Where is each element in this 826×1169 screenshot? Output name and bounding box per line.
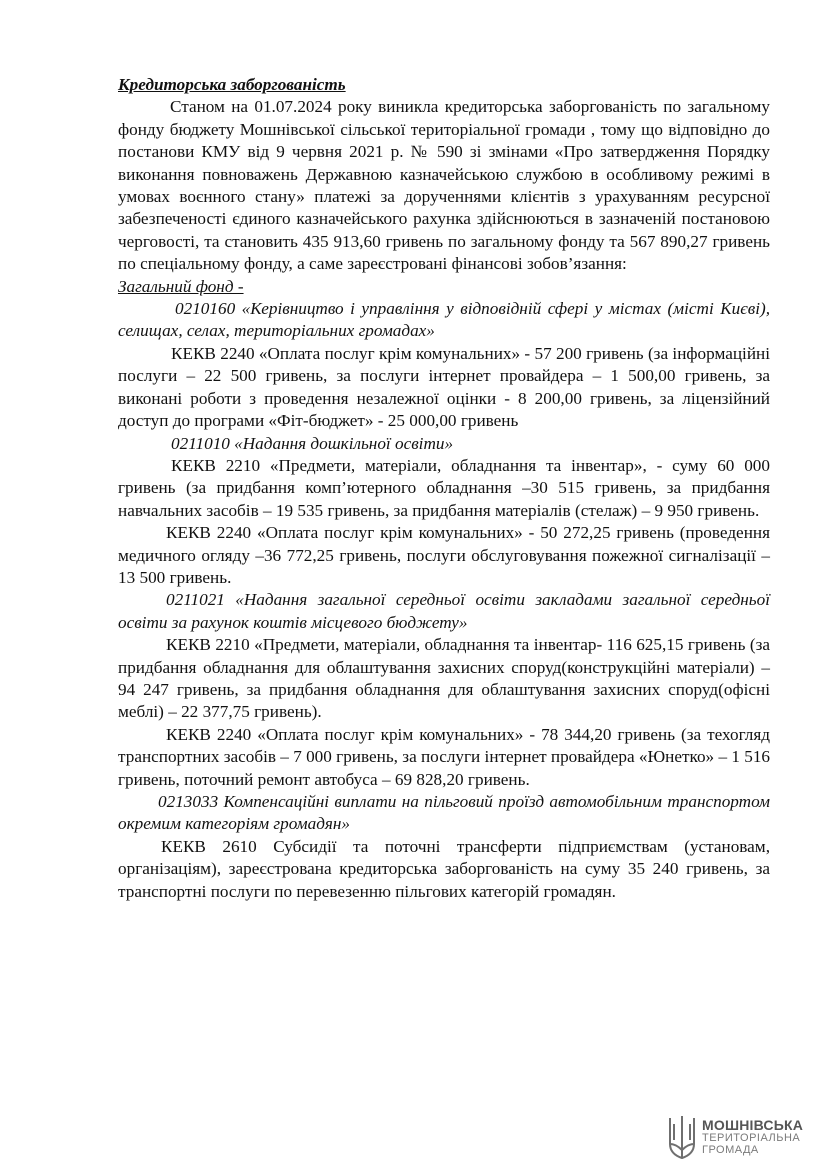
logo-line-2: ТЕРИТОРІАЛЬНА: [702, 1132, 801, 1144]
intro-paragraph: Станом на 01.07.2024 року виникла кредиторська заборгованість по загальному фонду бюджету Мошнівської сільської територіальної громади , тому що відповідно до постанови КМУ від 9 червня 2021 р. № 590 зі змінами «Про затвердження Порядку виконання повноважень Державною казначейською службою в особливому режимі в умовах воєнного стану» платежі за дорученнями клієнтів з урахуванням ресурсної забезпеченості єдиного казначейського рахунка здійснюються в зазначеній постановою черговості, та становить 435 913,60 гривень по загальному фонду та 567 890,27 гривень по спеціальному фонду, а саме зареєстровані фінансові зобов’язання:: [118, 97, 770, 274]
program-heading-0211010: 0211010 «Надання дошкільної освіти»: [171, 433, 454, 453]
logo-text: [702, 1118, 803, 1156]
logo-line-3: ГРОМАДА: [702, 1144, 759, 1156]
program-heading-0210160: 0210160 «Керівництво і управління у відповідній сфері у містах (місті Києві), селищах, селах, територіальних громадах»: [118, 299, 770, 341]
document-body: [118, 74, 770, 903]
kekv-item: КЕКВ 2240 «Оплата послуг крім комунальних» - 57 200 гривень (за інформаційні послуги – 22 500 гривень, за послуги інтернет провайдера – 1 500,00 гривень, за виконані роботи з проведення незалежної оцінки - 8 200,00 гривень, за ліцензійний доступ до програми «Фіт-бюджет» - 25 000,00 гривень: [118, 343, 770, 431]
kekv-item: КЕКВ 2210 «Предмети, матеріали, обладнання та інвентар», - суму 60 000 гривень (за придбання комп’ютерного обладнання –30 515 гривень, за придбання навчальних засобів – 19 535 гривень, за придбання матеріалів (стелаж) – 9 950 гривень.: [118, 455, 770, 520]
kekv-item: КЕКВ 2610 Субсидії та поточні трансферти підприємствам (установам, організаціям), зареєстрована кредиторська заборгованість на суму 35 240 гривень, за транспортні послуги по перевезенню пільгових категорій громадян.: [118, 836, 770, 901]
community-logo: [668, 1112, 818, 1162]
program-heading-0213033: 0213033 Компенсаційні виплати на пільговий проїзд автомобільним транспортом окремим категоріям громадян»: [118, 792, 770, 834]
kekv-item: КЕКВ 2240 «Оплата послуг крім комунальних» - 50 272,25 гривень (проведення медичного огляду –36 772,25 гривень, послуги обслуговування пожежної сигналізації – 13 500 гривень.: [118, 523, 770, 587]
kekv-item: КЕКВ 2210 «Предмети, матеріали, обладнання та інвентар- 116 625,15 гривень (за придбання обладнання для облаштування захисних споруд(конструкційні матеріали) – 94 247 гривень, за придбання обладнання для облаштування захисних споруд(офісні меблі) – 22 377,75 гривень).: [118, 635, 770, 722]
document-title: Кредиторська заборгованість: [118, 75, 346, 94]
program-heading-0211021: 0211021 «Надання загальної середньої освіти закладами загальної середньої освіти за рахунок коштів місцевого бюджету»: [118, 590, 770, 632]
trident-icon: [668, 1114, 696, 1160]
logo-line-1: МОШНІВСЬКА: [702, 1117, 804, 1133]
fund-heading: Загальний фонд -: [118, 276, 244, 296]
kekv-item: КЕКВ 2240 «Оплата послуг крім комунальних» - 78 344,20 гривень (за техогляд транспортних засобів – 7 000 гривень, за послуги інтернет провайдера «Юнетко» – 1 516 гривень, поточний ремонт автобуса – 69 828,20 гривень.: [118, 724, 771, 789]
